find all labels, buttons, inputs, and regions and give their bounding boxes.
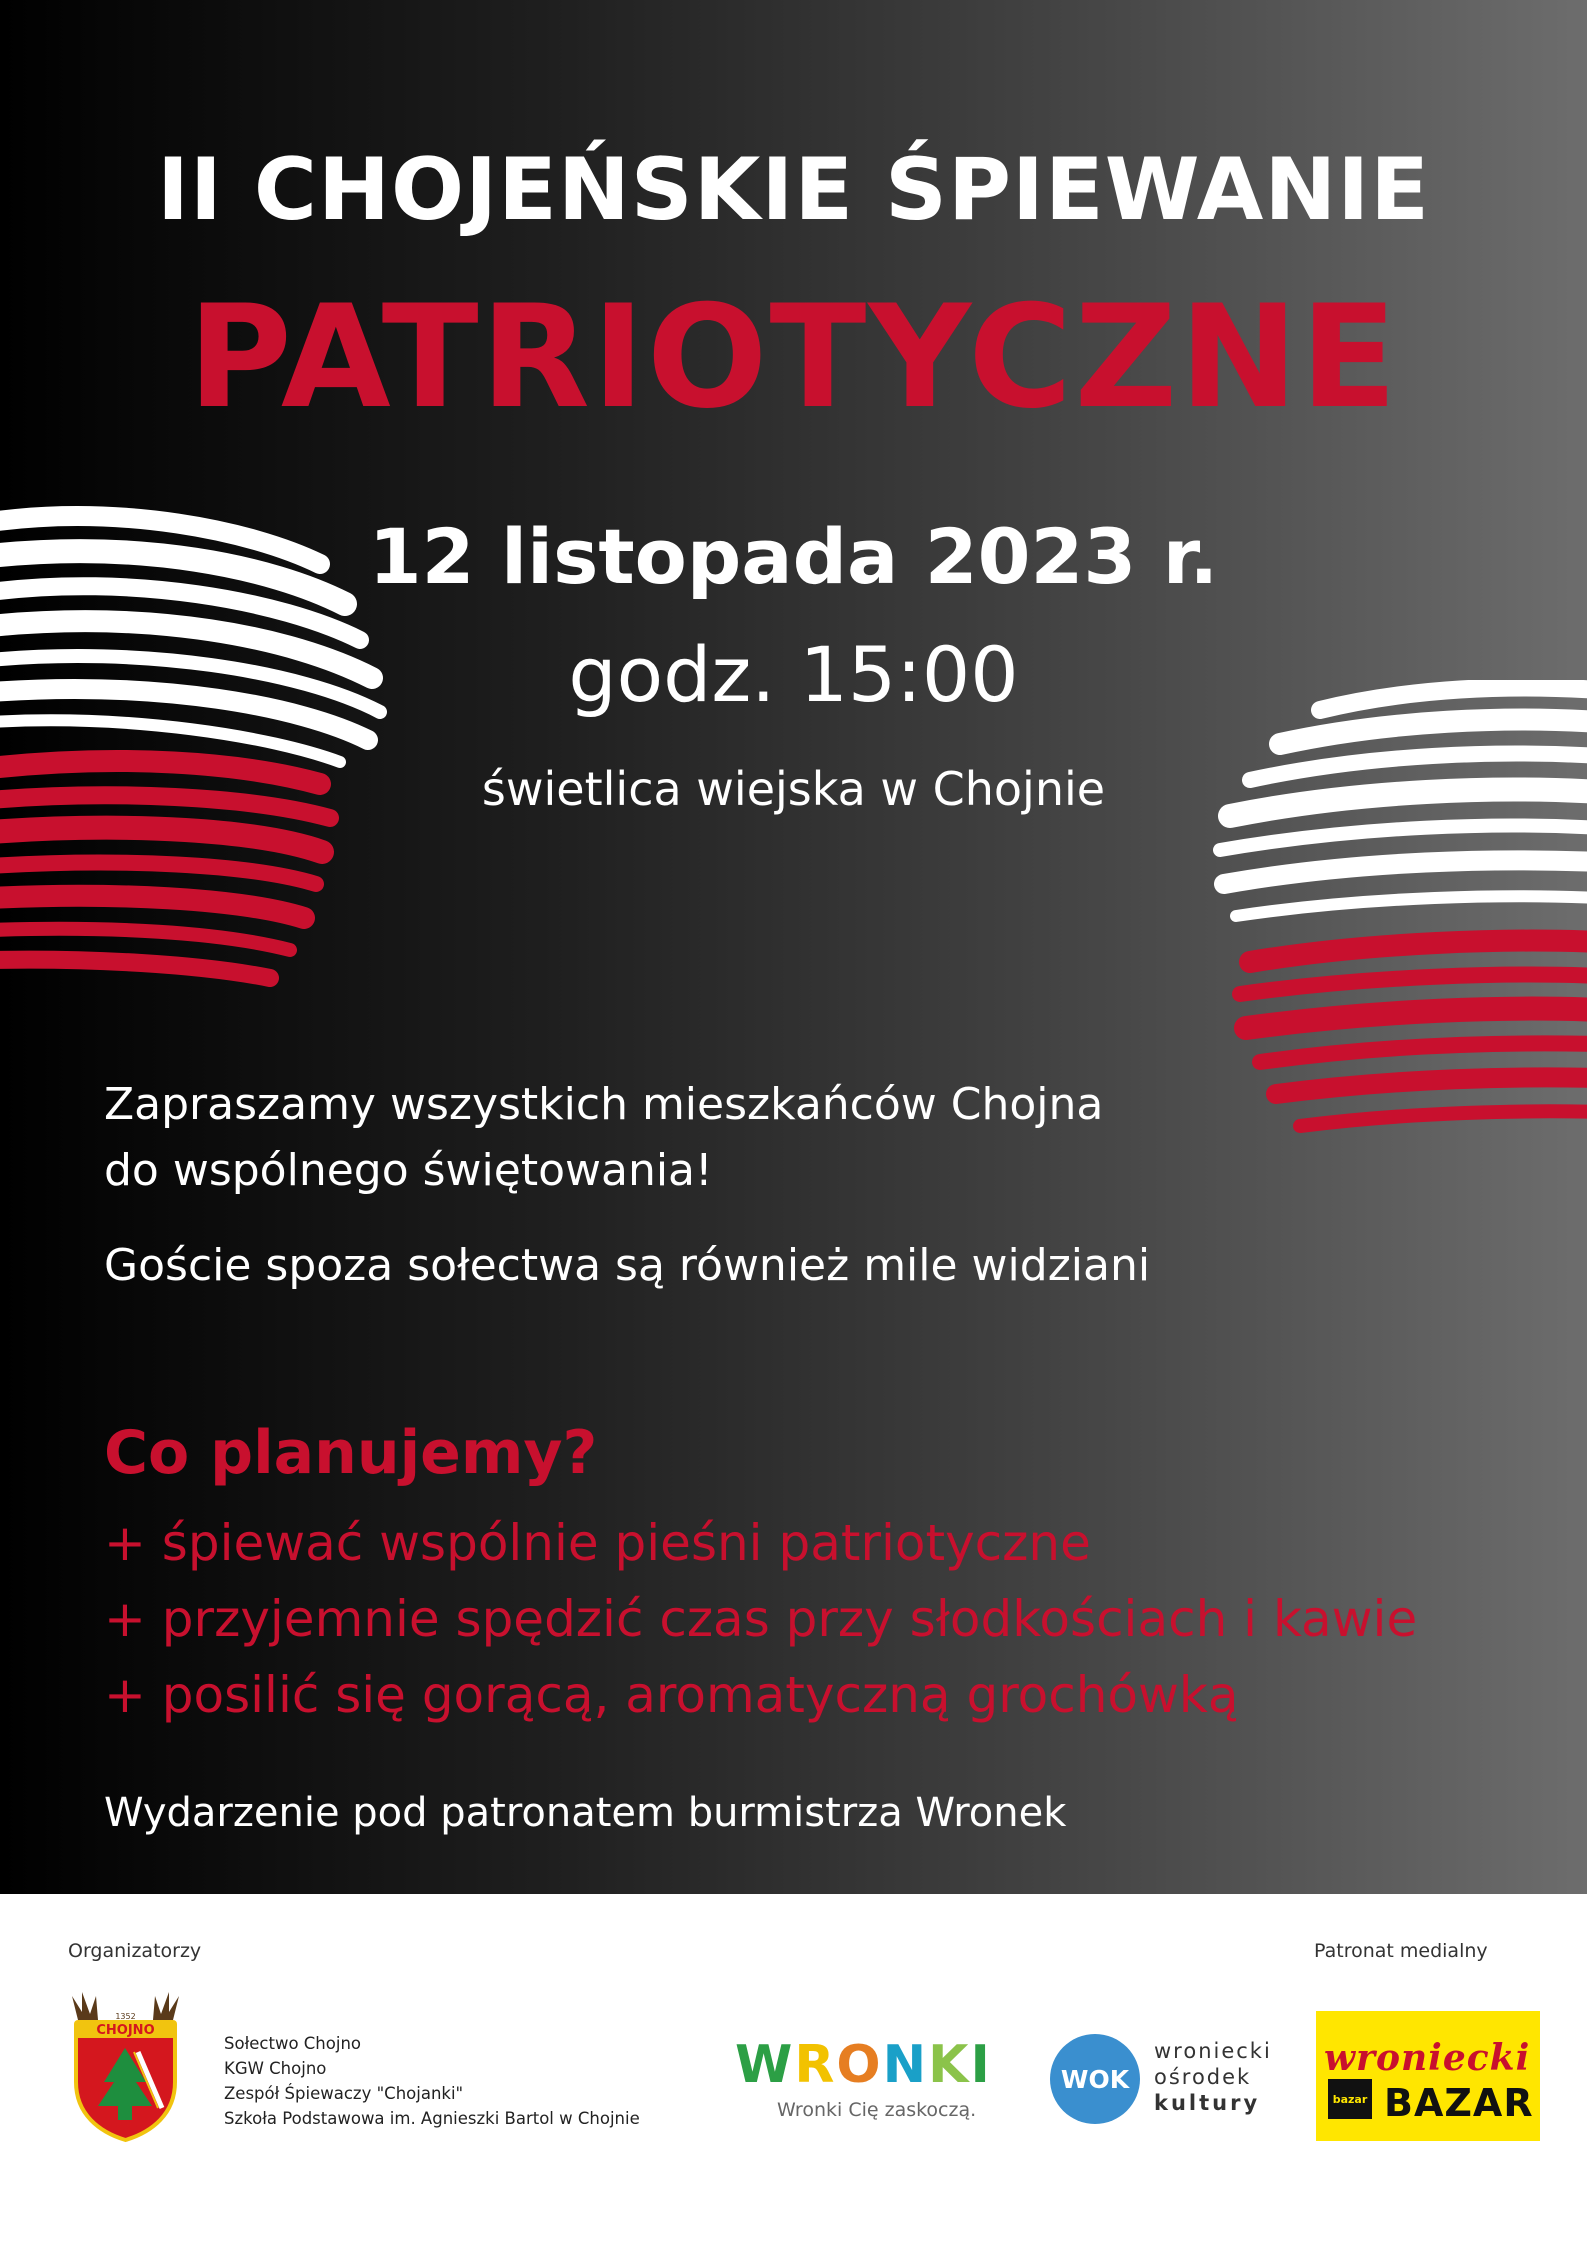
plans-heading: Co planujemy? — [104, 1418, 598, 1488]
wronki-wordmark: WRONKI — [735, 2035, 992, 2095]
plans-item: + śpiewać wspólnie pieśni patriotyczne — [104, 1514, 1091, 1572]
flag-brush-strokes-right — [1210, 680, 1587, 1160]
invitation-line-2: do wspólnego świętowania! — [104, 1145, 713, 1196]
event-time: godz. 15:00 — [568, 630, 1019, 719]
guests-note: Goście spoza sołectwa są również mile widziani — [104, 1240, 1151, 1291]
organizer-item: Zespół Śpiewaczy "Chojanki" — [224, 2084, 464, 2103]
crest-year: 1352 — [115, 2012, 136, 2021]
event-place: świetlica wiejska w Chojnie — [481, 762, 1106, 816]
organizers-label: Organizatorzy — [68, 1940, 202, 1962]
plans-item: + przyjemnie spędzić czas przy słodkościach i kawie — [104, 1590, 1418, 1648]
bazar-top-text: wroniecki — [1324, 2037, 1531, 2079]
invitation-text — [104, 1072, 1103, 1204]
bazar-main-text: BAZAR — [1384, 2081, 1534, 2125]
chojno-crest-logo — [68, 1990, 183, 2142]
wronki-logo — [735, 2035, 1010, 2135]
wok-logo — [1050, 2030, 1280, 2126]
wok-name: wroniecki ośrodek kultury — [1154, 2039, 1272, 2115]
wroniecki-bazar-logo — [1316, 2011, 1540, 2141]
organizer-item: Sołectwo Chojno — [224, 2034, 361, 2053]
organizer-item: Szkoła Podstawowa im. Agnieszki Bartol w Chojnie — [224, 2109, 640, 2128]
wok-badge: WOK — [1050, 2034, 1140, 2124]
crest-text: CHOJNO — [96, 2023, 155, 2038]
title-line-1: II CHOJEŃSKIE ŚPIEWANIE — [156, 140, 1431, 240]
organizer-item: KGW Chojno — [224, 2059, 327, 2078]
patronage-note: Wydarzenie pod patronatem burmistrza Wronek — [104, 1790, 1067, 1836]
wronki-tagline: Wronki Cię zaskoczą. — [777, 2099, 977, 2121]
plans-item: + posilić się gorącą, aromatyczną grochówką — [104, 1666, 1239, 1724]
plans-list — [104, 1505, 1417, 1733]
invitation-line-1: Zapraszamy wszystkich mieszkańców Chojna — [104, 1079, 1104, 1130]
bazar-badge: bazar — [1328, 2079, 1372, 2119]
organizers-list — [224, 2031, 640, 2131]
media-patronage-label: Patronat medialny — [1314, 1940, 1488, 1962]
event-date: 12 listopada 2023 r. — [368, 512, 1219, 601]
title-line-2: PATRIOTYCZNE — [187, 275, 1400, 440]
